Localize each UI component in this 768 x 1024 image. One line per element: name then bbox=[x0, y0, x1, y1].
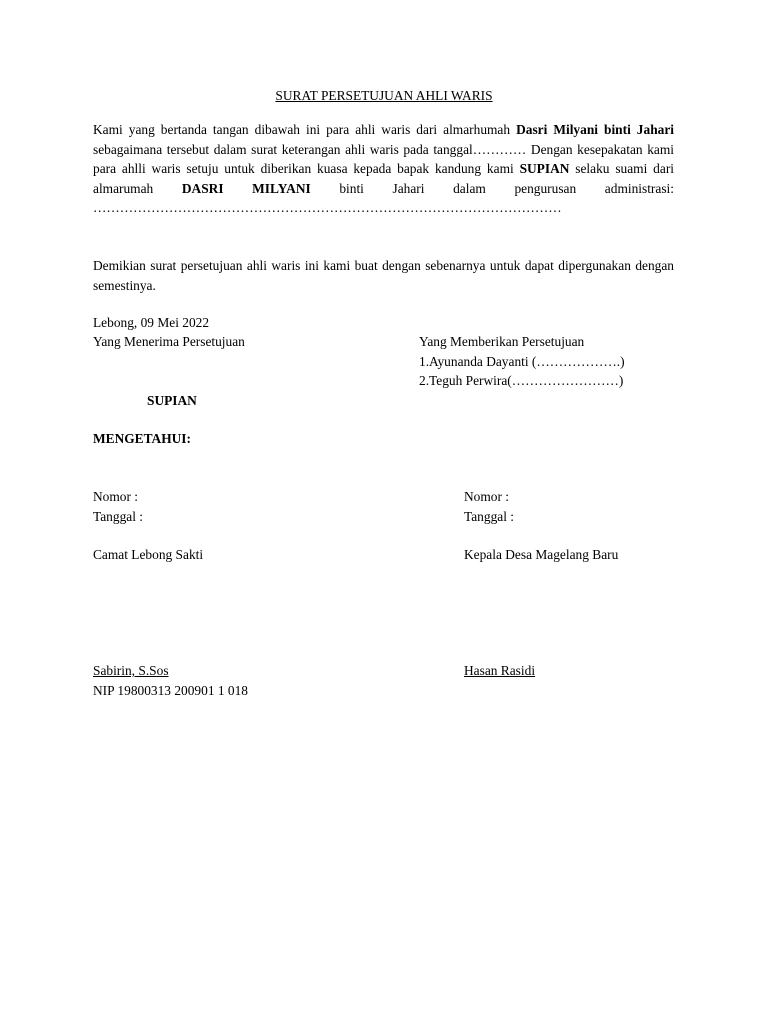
left-tanggal: Tanggal : bbox=[93, 509, 144, 524]
proxy-name: SUPIAN bbox=[519, 161, 570, 176]
mengetahui-heading: MENGETAHUI: bbox=[93, 431, 191, 446]
deceased-name: Dasri Milyani binti Jahari bbox=[516, 122, 675, 137]
place-date: Lebong, 09 Mei 2022 bbox=[93, 315, 210, 330]
giver-label: Yang Memberikan Persetujuan bbox=[419, 334, 585, 349]
p1-dotted-line: …………………………………………………………………………………………… bbox=[93, 200, 562, 215]
left-signatory-nip: NIP 19800313 200901 1 018 bbox=[93, 683, 248, 698]
opening-paragraph bbox=[93, 120, 674, 218]
letter-title: SURAT PERSETUJUAN AHLI WARIS bbox=[275, 88, 493, 103]
p1-text-1: Kami yang bertanda tangan dibawah ini para ahli waris dari almarhumah bbox=[93, 122, 517, 137]
right-tanggal: Tanggal : bbox=[464, 509, 515, 524]
deceased-name-caps: DASRI MILYANI bbox=[181, 180, 311, 196]
closing-paragraph: Demikian surat persetujuan ahli waris ini kami buat dengan sebenarnya untuk dapat dipergunakan dengan semestinya. bbox=[93, 258, 674, 293]
left-signatory-name: Sabirin, S.Sos bbox=[93, 663, 169, 678]
right-nomor: Nomor : bbox=[464, 489, 510, 504]
giver-2: 2.Teguh Perwira(……………………) bbox=[419, 373, 624, 388]
receiver-name: SUPIAN bbox=[147, 393, 197, 408]
p1-text-2: sebagaimana tersebut dalam surat keterangan ahli waris pada tanggal………… Dengan kesepakatan kami para ahlli waris setuju untuk diberikan kuasa kepada bapak kandung kami bbox=[93, 141, 674, 176]
p1-text-3: selaku suami dari almarumah bbox=[93, 161, 674, 196]
left-nomor: Nomor : bbox=[93, 489, 139, 504]
receiver-label: Yang Menerima Persetujuan bbox=[93, 334, 245, 349]
giver-1: 1.Ayunanda Dayanti (……………….) bbox=[419, 354, 625, 369]
p1-text-4: binti Jahari dalam pengurusan administrasi: bbox=[310, 180, 674, 196]
right-office: Kepala Desa Magelang Baru bbox=[464, 547, 619, 562]
left-office: Camat Lebong Sakti bbox=[93, 547, 204, 562]
right-signatory-name: Hasan Rasidi bbox=[464, 663, 536, 678]
